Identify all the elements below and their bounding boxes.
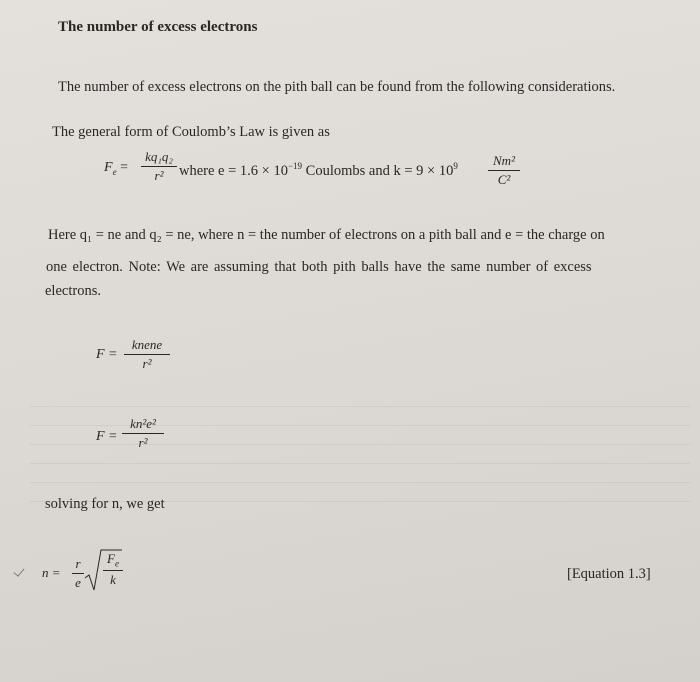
here-line-1: Here q₁ = ne and q₂ = ne, where n = the number of electrons on a pith ball and e = the charge on — [48, 227, 605, 243]
eq1-where: where $e = 1.6 \times 10^{-19}$ Coulombs and $k = 9 \times 10^9$ — [179, 161, 458, 179]
intro-paragraph: The number of excess electrons on the pith ball can be found from the following considerations. — [58, 79, 616, 95]
check-mark-icon — [13, 565, 24, 577]
eq4-lhs: n = — [42, 565, 61, 580]
here-line-3: electrons. — [45, 283, 101, 299]
eq3-lhs: F = — [96, 429, 118, 444]
eq2-lhs: F = — [96, 347, 118, 362]
eq1-lhs: $F_e$ = — [104, 160, 128, 177]
eq4-fraction: r e — [72, 556, 84, 591]
eq2-fraction: knene r² — [124, 337, 170, 372]
equation-label: [Equation 1.3] — [567, 566, 651, 582]
eq4-root-fraction: $F_e$ k — [103, 551, 123, 588]
eq1-unit-fraction: Nm² C² — [488, 153, 520, 188]
eq3-fraction: kn²e² r² — [122, 416, 164, 451]
eq1-fraction: kq₁q₂ r² — [141, 149, 177, 184]
section-heading: The number of excess electrons — [58, 19, 258, 35]
solving-text: solving for n, we get — [45, 496, 165, 512]
coulomb-intro: The general form of Coulomb’s Law is given as — [52, 124, 330, 140]
here-line-2: one electron. Note: We are assuming that both pith balls have the same number of excess — [46, 259, 592, 275]
